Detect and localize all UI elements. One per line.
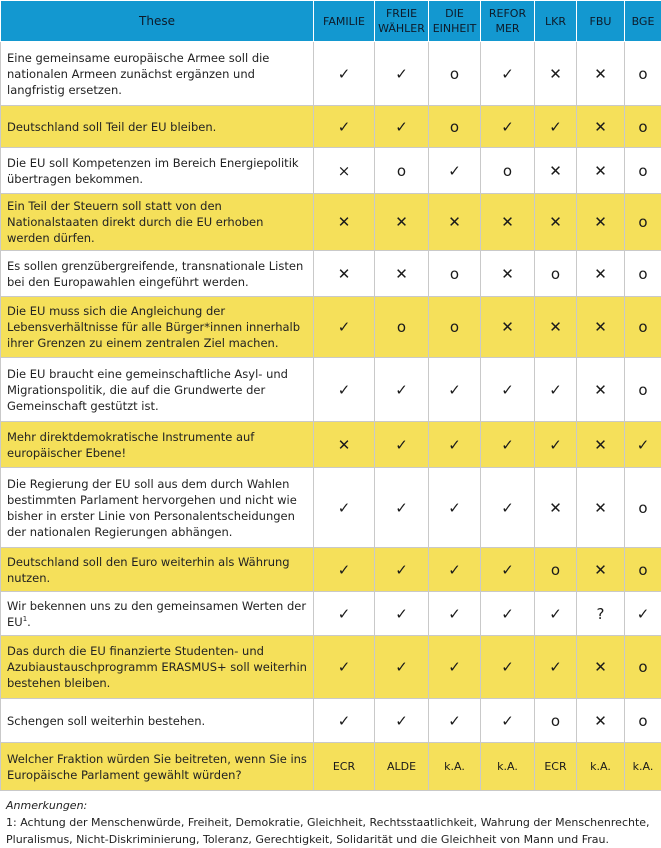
thesis-text: Die Regierung der EU soll aus dem durch Wahlen bestimmten Parlament hervorgehen und nicht wie bisher in erster Linie von Personalentscheidungen der nationalen Regierungen abhängen. [7,476,297,539]
position-cell: o [625,636,661,699]
thesis-text: Schengen soll weiterhin bestehen. [7,713,206,728]
column-header-party: DIE EINHEIT [429,1,481,42]
thesis-text-tail: . [27,614,31,629]
column-header-party: LKR [535,1,577,42]
position-cell: ✕ [577,422,625,468]
position-cell: ✓ [481,592,535,636]
position-cell: ✓ [535,636,577,699]
position-cell: o [429,297,481,358]
thesis-text: Die EU braucht eine gemeinschaftliche Asyl- und Migrationspolitik, die auf die Grundwerte der Gemeinschaft gestützt ist. [7,366,288,413]
position-cell: ✕ [535,468,577,548]
position-cell: ✓ [481,358,535,422]
position-cell: ✓ [481,468,535,548]
position-cell: o [429,106,481,148]
position-cell: ✕ [577,636,625,699]
position-cell: ✓ [375,592,429,636]
notes-title: Anmerkungen: [6,799,88,812]
table-row [1,636,661,699]
position-cell: ✓ [429,592,481,636]
position-cell: ✕ [535,42,577,106]
column-header-party: BGE [625,1,661,42]
position-cell: ✕ [429,194,481,251]
position-cell: ✕ [375,194,429,251]
position-cell: ✓ [429,468,481,548]
position-cell: ✓ [535,592,577,636]
column-header-party: FBU [577,1,625,42]
position-cell: ✕ [577,548,625,592]
position-cell: k.A. [481,743,535,791]
position-cell: ✕ [535,194,577,251]
position-cell: ✓ [429,548,481,592]
position-cell: ✓ [375,548,429,592]
thesis-text: Das durch die EU finanzierte Studenten- und Azubiaustauschprogramm ERASMUS+ soll weiterhin bestehen bleiben. [7,644,307,690]
position-cell: ✓ [625,592,661,636]
position-cell: o [625,148,661,194]
position-cell: ✓ [429,422,481,468]
thesis-cell [1,358,314,422]
header-row [1,1,661,42]
table-row [1,548,661,592]
thesis-text: Eine gemeinsame europäische Armee soll die nationalen Armeen zunächst ergänzen und langfristig ersetzen. [7,50,270,97]
thesis-cell [1,106,314,148]
position-cell: × [314,148,375,194]
position-cell: o [625,106,661,148]
thesis-text: Deutschland soll den Euro weiterhin als Währung nutzen. [7,554,290,585]
position-cell: ✓ [314,636,375,699]
position-cell: o [625,699,661,743]
table-row [1,422,661,468]
position-cell: ✓ [481,106,535,148]
position-cell: ✓ [481,636,535,699]
table-row [1,148,661,194]
position-cell: o [535,699,577,743]
position-cell: ✕ [577,699,625,743]
position-cell: ✕ [577,148,625,194]
position-cell: ECR [535,743,577,791]
position-cell: ✓ [375,636,429,699]
position-cell: o [625,251,661,297]
footnote-marker: 1 [22,614,28,623]
thesis-cell [1,194,314,251]
thesis-text: Wir bekennen uns zu den gemeinsamen Werten der EU [7,598,307,629]
position-cell: ✕ [577,194,625,251]
position-cell: ✓ [314,699,375,743]
position-cell: o [625,548,661,592]
table-body [1,42,661,791]
column-header-these: These [1,1,314,42]
position-cell: ✕ [314,194,375,251]
position-cell: ✓ [314,297,375,358]
position-cell: o [429,251,481,297]
thesis-cell [1,148,314,194]
position-cell: o [429,42,481,106]
position-cell: ✕ [314,251,375,297]
column-header-party: FAMILIE [314,1,375,42]
position-cell: ✕ [375,251,429,297]
table-row [1,468,661,548]
table-row [1,251,661,297]
position-cell: ✕ [535,297,577,358]
thesis-text: Deutschland soll Teil der EU bleiben. [7,119,217,134]
position-cell: o [625,358,661,422]
position-cell: ✓ [375,422,429,468]
position-cell: ECR [314,743,375,791]
thesis-cell [1,422,314,468]
position-cell: o [625,42,661,106]
position-cell: ✕ [314,422,375,468]
thesis-text: Ein Teil der Steuern soll statt von den Nationalstaaten direkt durch die EU erhoben werden dürfen. [7,199,264,245]
thesis-cell [1,251,314,297]
position-cell: ✓ [625,422,661,468]
position-cell: ✓ [481,548,535,592]
thesis-cell [1,743,314,791]
notes-text: 1: Achtung der Menschenwürde, Freiheit, Demokratie, Gleichheit, Rechtsstaatlichkeit, Wahrung der Menschenrechte, Pluralismus, Nicht-Diskriminierung, Toleranz, Gerechtigkeit, Solidarität und die Gleichheit von Mann und Frau. [6,816,650,846]
position-cell: ✓ [429,699,481,743]
position-cell: ? [577,592,625,636]
position-cell: o [535,548,577,592]
thesis-text: Mehr direktdemokratische Instrumente auf europäischer Ebene! [7,429,255,460]
position-cell: ✓ [481,42,535,106]
table-row [1,194,661,251]
column-header-party: FREIE WÄHLER [375,1,429,42]
position-cell: ✕ [577,106,625,148]
table-row [1,42,661,106]
position-cell: ✕ [481,297,535,358]
table-row [1,297,661,358]
position-cell: k.A. [429,743,481,791]
thesis-cell [1,297,314,358]
table-row [1,106,661,148]
position-cell: o [481,148,535,194]
position-cell: o [535,251,577,297]
position-cell: ALDE [375,743,429,791]
position-cell: ✓ [375,699,429,743]
position-cell: ✓ [314,548,375,592]
thesis-cell [1,548,314,592]
position-cell: ✓ [535,358,577,422]
position-cell: o [375,297,429,358]
position-cell: o [625,194,661,251]
position-cell: ✓ [375,42,429,106]
thesis-cell [1,468,314,548]
thesis-cell [1,636,314,699]
thesis-text: Die EU soll Kompetenzen im Bereich Energiepolitik übertragen bekommen. [7,155,299,186]
table-row [1,358,661,422]
position-cell: ✕ [577,297,625,358]
thesis-cell [1,699,314,743]
position-cell: ✕ [577,251,625,297]
position-cell: ✓ [314,106,375,148]
position-cell: k.A. [625,743,661,791]
table-row [1,592,661,636]
position-cell: ✓ [429,358,481,422]
position-cell: ✓ [481,699,535,743]
thesis-text: Die EU muss sich die Angleichung der Lebensverhältnisse für alle Bürger*innen innerhalb ihrer Grenzen zu einem zentralen Ziel machen. [7,304,301,350]
table-row [1,699,661,743]
thesis-cell [1,42,314,106]
position-cell: o [625,468,661,548]
position-cell: ✕ [577,468,625,548]
thesis-text: Es sollen grenzübergreifende, transnationale Listen bei den Europawahlen eingeführt werden. [7,258,304,289]
position-cell: ✓ [535,422,577,468]
position-cell: ✕ [481,194,535,251]
position-cell: ✕ [481,251,535,297]
position-cell: ✓ [429,148,481,194]
position-cell: ✕ [577,42,625,106]
position-cell: o [375,148,429,194]
position-cell: ✓ [314,592,375,636]
position-cell: ✕ [535,148,577,194]
position-cell: ✕ [577,358,625,422]
table-row [1,743,661,791]
position-cell: ✓ [535,106,577,148]
position-cell: ✓ [375,358,429,422]
thesis-text: Welcher Fraktion würden Sie beitreten, wenn Sie ins Europäische Parlament gewählt würden? [7,751,307,782]
notes-section [0,791,661,848]
thesis-cell [1,592,314,636]
position-cell: ✓ [429,636,481,699]
position-cell: ✓ [375,106,429,148]
position-cell: ✓ [314,358,375,422]
column-header-party: REFOR MER [481,1,535,42]
position-cell: k.A. [577,743,625,791]
position-cell: ✓ [314,42,375,106]
position-cell: ✓ [481,422,535,468]
position-cell: o [625,297,661,358]
position-cell: ✓ [375,468,429,548]
position-cell: ✓ [314,468,375,548]
